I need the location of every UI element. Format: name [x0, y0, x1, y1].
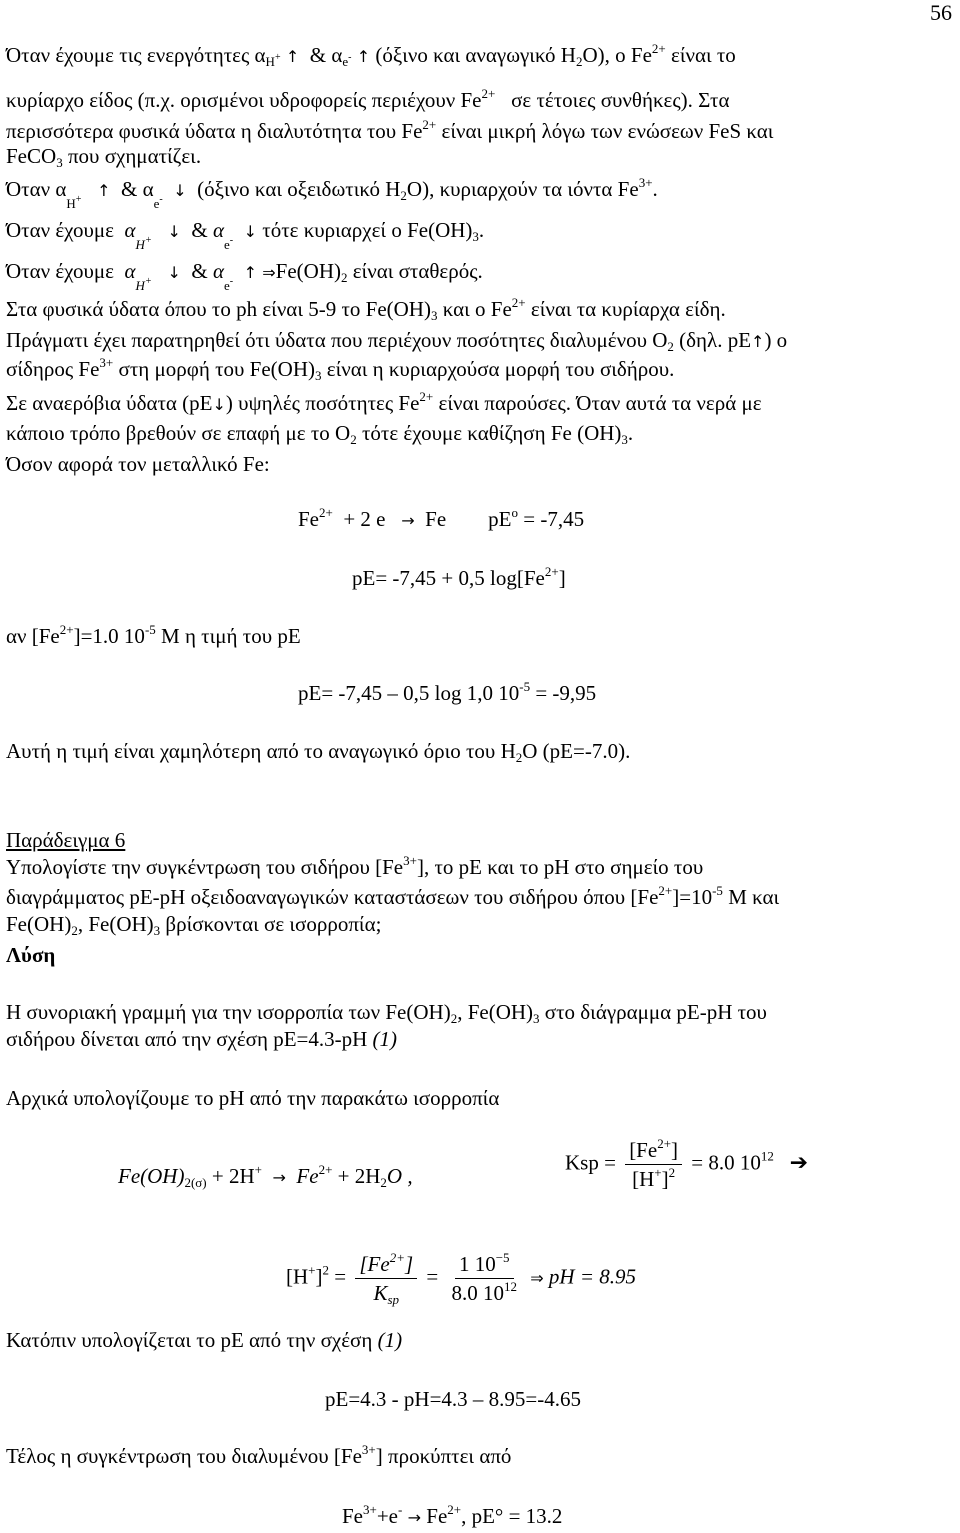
text-line-8: Στα φυσικά ύδατα όπου το ph είναι 5-9 το $Fe(OH)_3$ και ο $Fe^{2+}$ είναι τα κυρίαρχα είδη.	[6, 295, 726, 323]
text-line-14: Αυτή η τιμή είναι χαμηλότερη από το αναγωγικό όριο του $H_2O$ (pE=-7.0).	[6, 739, 631, 765]
example-title: Παράδειγμα 6	[6, 828, 126, 852]
question-line-1: Υπολογίστε την συγκέντρωση του σιδήρου $[Fe^{3+}]$, το pE και το pH στο σημείο του	[6, 853, 704, 879]
text-line-13: Όσον αφορά τον μεταλλικό Fe:	[6, 452, 270, 476]
ksp-expression: Ksp = $\frac{[Fe^{2+}]}{[H^+]^2}$ = 8.0 $10^{12}$ ➔	[565, 1136, 809, 1191]
solution-line-3: Αρχικά υπολογίζουμε το pH από την παρακάτω ισορροπία	[6, 1086, 500, 1110]
text-line-12: κάποιο τρόπο βρεθούν σε επαφή με το $O_2$ τότε έχουμε καθίζηση Fe $(OH)_3$.	[6, 421, 634, 447]
equation-pe-log: pE= -7,45 + 0,5 $\log[Fe^{2+}]$	[352, 564, 566, 590]
solution-line-1: Η συνοριακή γραμμή για την ισορροπία των $Fe(OH)_2$, $Fe(OH)_3$ στο διάγραμμα pE-pH του	[6, 1000, 767, 1026]
text-line-5: Όταν $\alpha_{H^+}$ ↑ & $\alpha_{e^-}$ ↓ (όξινο και οξειδωτικό $H_2O$), κυριαρχούν τα ιόντα $Fe^{3+}$.	[6, 175, 658, 211]
h-concentration-expression: $[H^+]^2$ = $\frac{[Fe^{2+}]}{K_{sp}}$ = $\frac{1 10^{-5}}{8.0 10^{12}}$ ⇒ pH = 8.95	[286, 1250, 636, 1307]
equilibrium-equation: $Fe(OH)_{2(\sigma)} + 2H^+ \to Fe^{2+} + 2H_2O$ ,	[118, 1162, 413, 1190]
text-line-4: FeCO$_3$ που σχηματίζει.	[6, 144, 202, 170]
solution-line-2: σιδήρου δίνεται από την σχέση pE=4.3-pH (1)	[6, 1027, 398, 1051]
question-line-2: διαγράμματος pE-pH οξειδοαναγωγικών καταστάσεων του σιδήρου όπου $[Fe^{2+}]=10^{-5}$ M και	[6, 883, 780, 909]
pe-calculation: pE=4.3 - pH=4.3 – 8.95=-4.65	[325, 1387, 582, 1411]
equation-condition: αν $[Fe^{2+}]=1.0$ $10^{-5}$ M η τιμή του pE	[6, 622, 301, 648]
page-number: 56	[930, 0, 952, 25]
text-line-9: Πράγματι έχει παρατηρηθεί ότι ύδατα που περιέχουν ποσότητες διαλυμένου $O_2$ (δηλ. pE↑) ο	[6, 328, 788, 354]
equation-fe-reduction: $Fe^{2+} + 2$ e → Fe $pE^o = -7,45$	[298, 505, 585, 531]
text-line-3: περισσότερα φυσικά ύδατα η διαλυτότητα του $Fe^{2+}$ είναι μικρή λόγω των ενώσεων FeS και	[6, 117, 774, 143]
fe-redox-equation: $Fe^{3+}+e^- \to Fe^{2+}$, pE° = 13.2	[342, 1502, 563, 1528]
text-line-7: Όταν έχουμε $\alpha_{H^+}$ ↓ & $\alpha_{e^-}$ ↑ $\Rightarrow Fe(OH)_2$ είναι σταθερός.	[6, 259, 483, 293]
solution-title: Λύση	[6, 943, 56, 967]
text-line-11: Σε αναερόβια ύδατα (pE↓) υψηλές ποσότητες $Fe^{2+}$ είναι παρούσες. Όταν αυτά τα νερά με	[6, 389, 762, 415]
solution-line-6: Τέλος η συγκέντρωση του διαλυμένου $[Fe^{3+}]$ προκύπτει από	[6, 1442, 512, 1468]
solution-line-4: Κατόπιν υπολογίζεται το pE από την σχέση (1)	[6, 1328, 403, 1352]
question-line-3: $Fe(OH)_2$, $Fe(OH)_3$ βρίσκονται σε ισορροπία;	[6, 912, 382, 938]
text-line-2: κυρίαρχο είδος (π.χ. ορισμένοι υδροφορείς περιέχουν $Fe^{2+}$ σε τέτοιες συνθήκες). Στα	[6, 86, 730, 112]
text-line-10: σίδηρος $Fe^{3+}$ στη μορφή του $Fe(OH)_3$ είναι η κυριαρχούσα μορφή του σιδήρου.	[6, 355, 675, 383]
text-line-1: Όταν έχουμε τις ενεργότητες $\alpha_{H^+}$ ↑ & $\alpha_{e^-}$ ↑ (όξινο και αναγωγικό $H_2O$), ο $Fe^{2+}$ είναι το	[6, 41, 736, 69]
implies-arrow-icon: ➔	[789, 1150, 809, 1176]
text-line-6: Όταν έχουμε $\alpha_{H^+}$ ↓ & $\alpha_{e^-}$ ↓ τότε κυριαρχεί ο $Fe(OH)_3$.	[6, 218, 485, 252]
equation-pe-value: pE= -7,45 – 0,5 log 1,0 $10^{-5} = -9,95$	[298, 679, 597, 705]
